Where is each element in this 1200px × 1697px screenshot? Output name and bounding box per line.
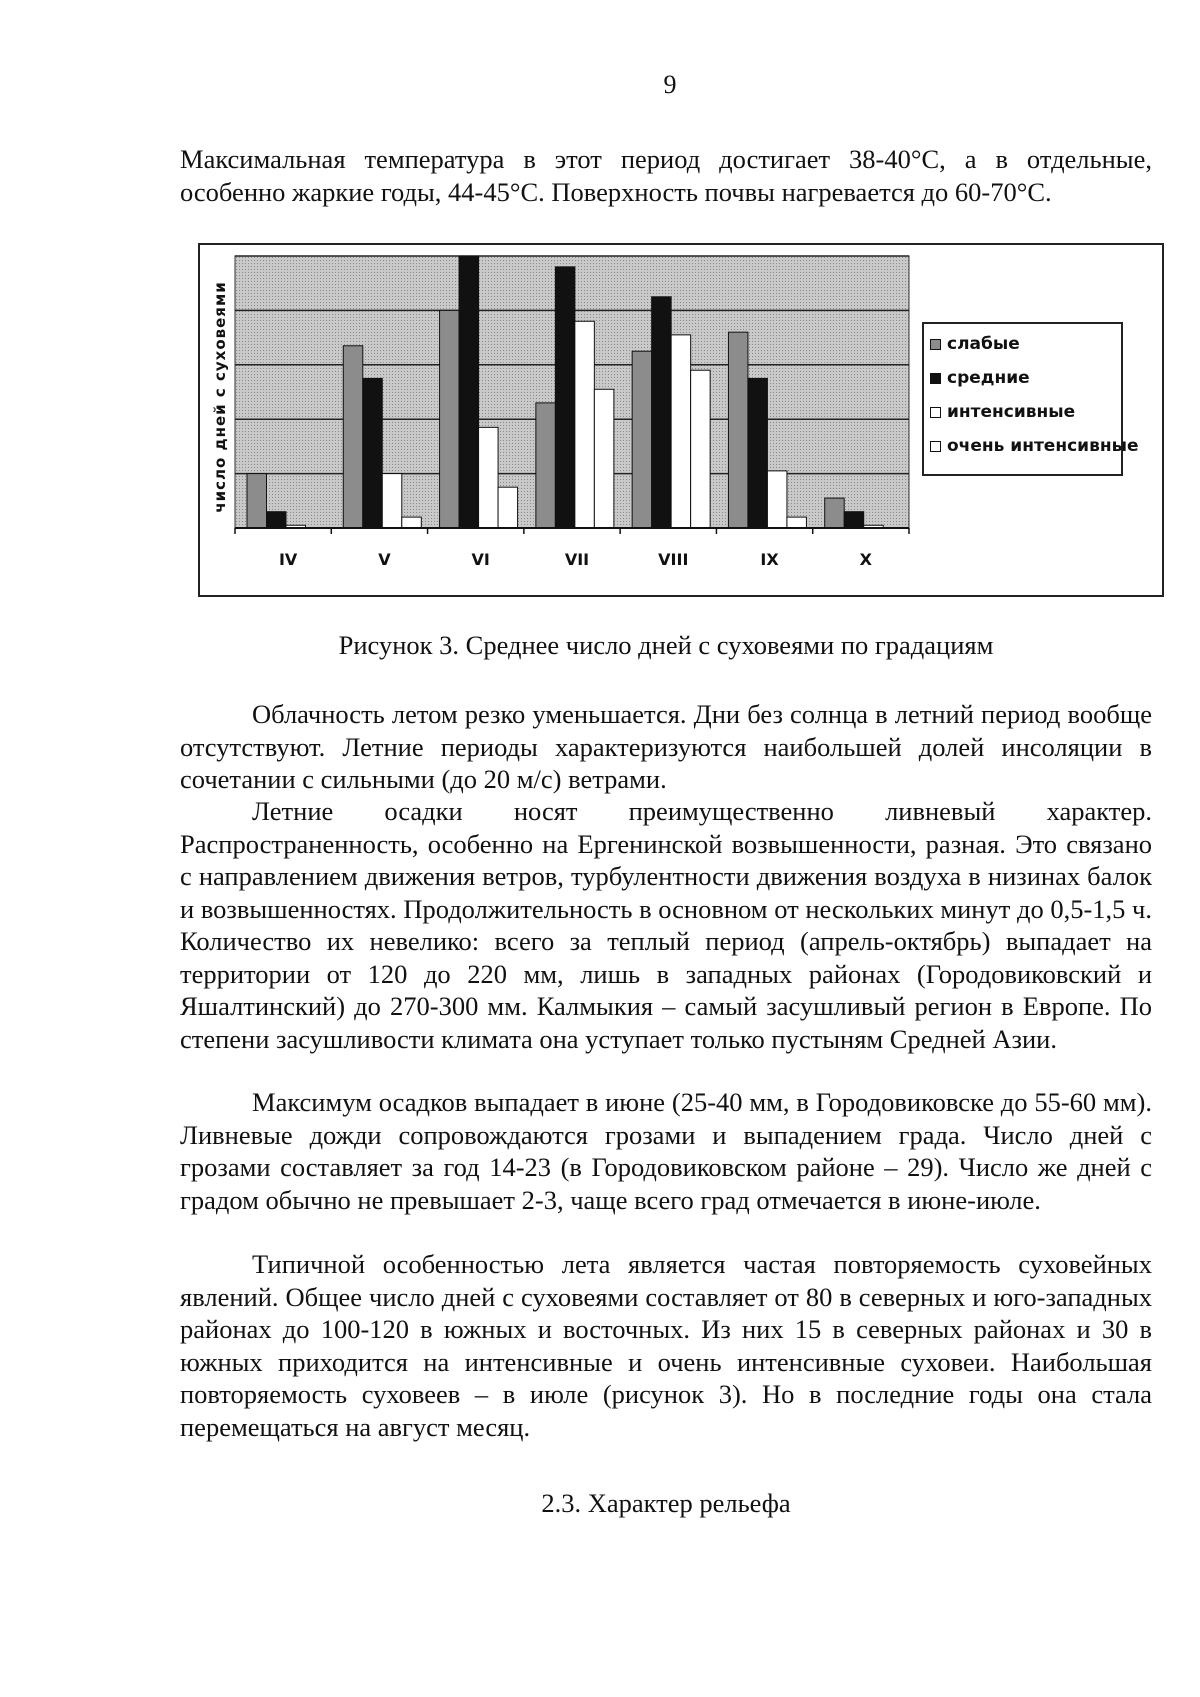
bar <box>343 346 363 528</box>
legend-swatch <box>930 339 941 350</box>
bar <box>691 370 711 528</box>
legend-item <box>930 400 1075 424</box>
y-axis-title: число дней с суховеями <box>211 281 229 513</box>
x-tick-label: IV <box>278 550 298 569</box>
bar <box>247 474 267 528</box>
paragraph-max-precipitation: Максимум осадков выпадает в июне (25-40 мм, в Городовиковске до 55-60 мм). Ливневые дожди сопровождаются грозами и выпадением града. Число дней с грозами составляет за год 14-23 (в Городовиковском районе – 29). Число же дней с градом обычно не превышает 2-3, чаще всего град отмечается в июне-июле. <box>180 1087 1152 1215</box>
bar <box>844 512 864 528</box>
bar <box>536 403 556 528</box>
bar <box>825 498 845 528</box>
bar <box>787 517 807 528</box>
legend-item <box>930 332 1020 356</box>
legend-label: интенсивные <box>947 402 1076 422</box>
legend-label: очень интенсивные <box>947 436 1139 456</box>
bar <box>632 351 652 528</box>
bar <box>440 310 460 528</box>
bar <box>459 256 479 528</box>
bar <box>479 427 499 528</box>
legend-item <box>930 366 1030 390</box>
bar <box>363 378 383 528</box>
figure-caption: Рисунок 3. Среднее число дней с суховеями по градациям <box>338 630 994 660</box>
section-title: 2.3. Характер рельефа <box>541 1488 791 1518</box>
bar <box>575 321 595 528</box>
legend-swatch <box>930 373 941 384</box>
bar <box>748 378 768 528</box>
legend-label: средние <box>947 368 1030 388</box>
x-tick-label: V <box>378 550 391 569</box>
x-tick-label: IX <box>760 550 779 569</box>
bar <box>498 487 517 528</box>
bar <box>652 297 672 528</box>
page-number: 9 <box>663 70 677 99</box>
legend-label: слабые <box>947 334 1020 354</box>
bar <box>555 267 575 528</box>
bar <box>767 471 787 528</box>
bar <box>402 517 422 528</box>
figure-dry-winds-chart <box>198 243 1164 597</box>
legend-swatch <box>930 441 941 452</box>
x-tick-label: X <box>859 550 873 569</box>
bar <box>382 474 402 528</box>
bar <box>594 389 614 528</box>
paragraph-dry-winds: Типичной особенностью лета является частая повторяемость суховейных явлений. Общее число дней с суховеями составляет от 80 в северных и юго-западных районах до 100-120 в южных и восточных. Из них 15 в северных районах и 30 в южных приходится на интенсивные и очень интенсивные суховеи. Наибольшая повторяемость суховеев – в июле (рисунок 3). Но в последние годы она стала перемещаться на август месяц. <box>180 1249 1152 1442</box>
x-tick-label: VI <box>471 550 490 569</box>
x-tick-label: VIII <box>658 550 689 569</box>
bar <box>728 332 748 528</box>
paragraph-intro: Максимальная температура в этот период достигает 38-40°С, а в отдельные, особенно жаркие годы, 44-45°С. Поверхность почвы нагревается до 60-70°С. <box>180 144 1152 207</box>
x-tick-label: VII <box>564 550 590 569</box>
bar <box>671 335 691 528</box>
legend-swatch <box>930 407 941 418</box>
bar <box>267 512 287 528</box>
paragraph-precipitation: Летние осадки носят преимущественно ливневый характер. Распространенность, особенно на Ергенинской возвышенности, разная. Это связано с направлением движения ветров, турбулентности движения воздуха в низинах балок и возвышенностях. Продолжительность в основном от нескольких минут до 0,5-1,5 ч. Количество их невелико: всего за теплый период (апрель-октябрь) выпадает на территории от 120 до 220 мм, лишь в западных районах (Городовиковский и Яшалтинский) до 270-300 мм. Калмыкия – самый засушливый регион в Европе. По степени засушливости климата она уступает только пустыням Средней Азии. <box>180 796 1152 1054</box>
legend-item <box>930 434 1138 458</box>
chart-legend <box>922 322 1139 476</box>
paragraph-cloudiness: Облачность летом резко уменьшается. Дни без солнца в летний период вообще отсутствуют. Летние периоды характеризуются наибольшей долей инсоляции в сочетании с сильными (до 20 м/с) ветрами. <box>180 699 1152 794</box>
